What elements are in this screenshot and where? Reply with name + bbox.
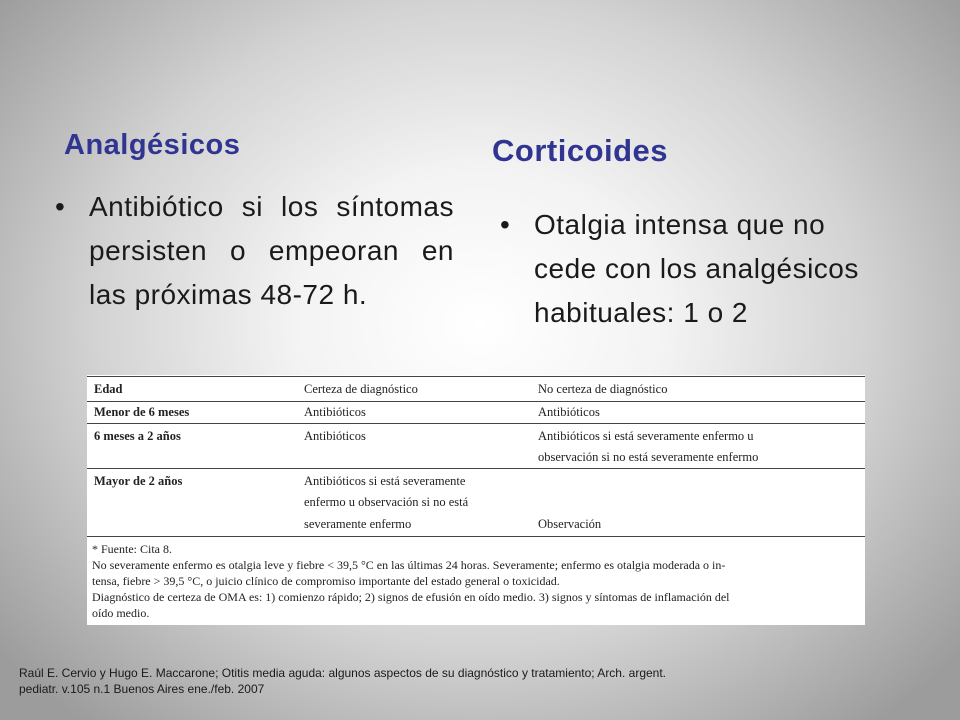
corticoides-bullet-text: Otalgia intensa que no cede con los analgésicos habituales: 1 o 2 — [534, 209, 859, 328]
table-row-rule — [87, 468, 865, 469]
source-citation — [19, 665, 839, 697]
table-top-rule — [87, 376, 865, 377]
table-footnotes — [92, 541, 862, 621]
analgesicos-bullet — [55, 185, 455, 365]
table-cell-certeza: Antibióticos — [304, 429, 366, 443]
footnote-line: * Fuente: Cita 8. — [92, 542, 172, 556]
footnote-line: Diagnóstico de certeza de OMA es: 1) comienzo rápido; 2) signos de efusión en oído medio. 3) signos y síntomas de inflamación del — [92, 590, 730, 604]
analgesicos-heading: Analgésicos — [64, 129, 241, 161]
table-header-no-certeza: No certeza de diagnóstico — [538, 382, 668, 396]
bullet-icon: • — [500, 209, 511, 240]
footnote-line: tensa, fiebre > 39,5 °C, o juicio clínico de compromiso importante del estado general o toxicidad. — [92, 574, 560, 588]
table-header-certeza: Certeza de diagnóstico — [304, 382, 418, 396]
treatment-table — [87, 375, 865, 625]
table-cell-no-certeza: Observación — [538, 517, 602, 531]
table-cell-no-certeza: Antibióticos si está severamente enfermo u — [538, 429, 754, 443]
table-cell-certeza: Antibióticos si está severamente — [304, 474, 466, 488]
corticoides-heading: Corticoides — [492, 133, 669, 168]
table-cell-certeza: severamente enfermo — [304, 517, 412, 531]
table-header-rule — [87, 401, 865, 402]
bullet-icon: • — [55, 191, 66, 222]
footnote-line: No severamente enfermo es otalgia leve y fiebre < 39,5 °C en las últimas 24 horas. Severamente; enfermo es otalgia moderada o in- — [92, 558, 726, 572]
table-row-rule — [87, 423, 865, 424]
citation-line: Raúl E. Cervio y Hugo E. Maccarone; Otitis media aguda: algunos aspectos de su diagnóstico y tratamiento; Arch. argent. — [19, 666, 667, 680]
table-cell-no-certeza: Antibióticos — [538, 405, 600, 419]
table-cell-certeza: Antibióticos — [304, 405, 366, 419]
table-cell-edad: Menor de 6 meses — [94, 405, 190, 419]
table-cell-edad: 6 meses a 2 años — [94, 429, 181, 443]
table-cell-edad: Mayor de 2 años — [94, 474, 183, 488]
citation-line: pediatr. v.105 n.1 Buenos Aires ene./feb. 2007 — [19, 682, 265, 696]
table-header-edad: Edad — [94, 382, 123, 396]
table-cell-no-certeza: observación si no está severamente enfermo — [538, 450, 759, 464]
table-cell-certeza: enfermo u observación si no está — [304, 495, 469, 509]
footnote-line: oído medio. — [92, 606, 150, 620]
table-bottom-rule — [87, 536, 865, 537]
corticoides-bullet — [500, 203, 870, 373]
analgesicos-bullet-text: Antibiótico si los síntomas persisten o empeoran en las próximas 48-72 h. — [89, 191, 454, 310]
